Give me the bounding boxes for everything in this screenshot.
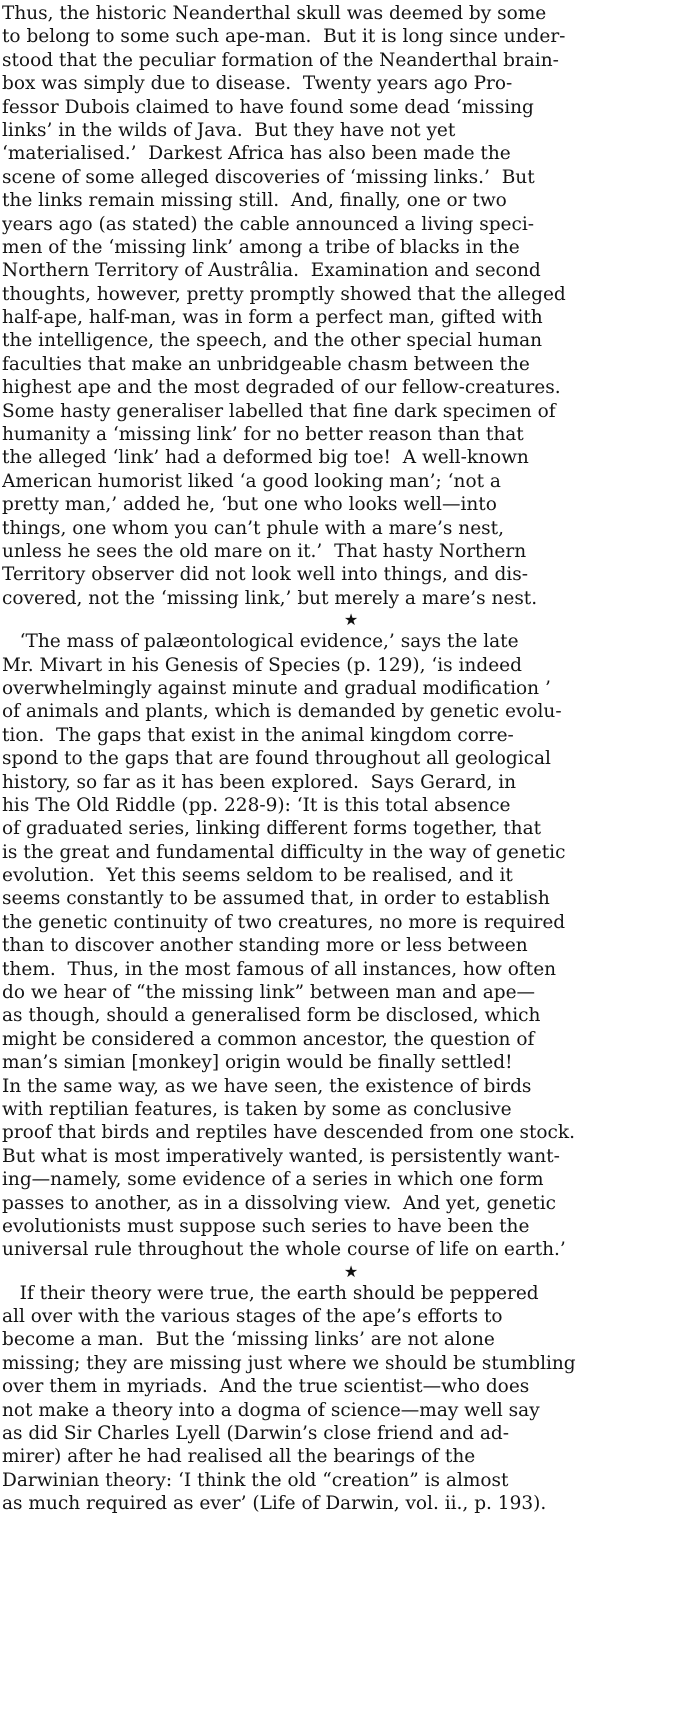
text-line: ing—namely, some evidence of a series in which one form — [2, 1169, 544, 1191]
text-line: might be considered a common ancestor, the question of — [2, 1028, 535, 1050]
text-line: covered, not the ‘missing link,’ but merely a mare’s nest. — [2, 587, 538, 609]
text-line: with reptilian features, is taken by some as conclusive — [2, 1098, 512, 1120]
text-line: pretty man,’ added he, ‘but one who looks well—into — [2, 494, 497, 516]
text-line: American humorist liked ‘a good looking man’; ‘not a — [2, 470, 501, 492]
text-line: Thus, the historic Neanderthal skull was deemed by some — [2, 3, 547, 24]
section-break-star: ★ — [343, 1261, 359, 1281]
text-line: scene of some alleged discoveries of ‘missing links.’ But — [2, 166, 535, 188]
paragraph — [2, 630, 696, 1262]
text-line: Mr. Mivart in his Genesis of Species (p. 129), ‘is indeed — [2, 654, 522, 676]
text-line: If their theory were true, the earth should be peppered — [2, 1282, 539, 1304]
text-line: fessor Dubois claimed to have found some dead ‘missing — [2, 96, 534, 118]
text-line: years ago (as stated) the cable announced a living speci- — [2, 213, 535, 235]
text-line: missing; they are missing just where we should be stumbling — [2, 1352, 576, 1374]
text-line: than to discover another standing more or less between — [2, 935, 528, 957]
text-line: the genetic continuity of two creatures, no more is required — [2, 911, 566, 933]
section-break-star: ★ — [343, 610, 359, 630]
text-line: things, one whom you can’t phule with a mare’s nest, — [2, 517, 504, 539]
text-line: them. Thus, in the most famous of all instances, how often — [2, 958, 557, 980]
text-line: ‘The mass of palæontological evidence,’ says the late — [2, 631, 519, 653]
text-line: unless he sees the old mare on it.’ That hasty Northern — [2, 540, 527, 562]
text-line: proof that birds and reptiles have descended from one stock. — [2, 1122, 575, 1144]
text-line: highest ape and the most degraded of our fellow-creatures. — [2, 377, 561, 399]
text-line: history, so far as it has been explored. Says Gerard, in — [2, 771, 517, 793]
text-line: as did Sir Charles Lyell (Darwin’s close friend and ad- — [2, 1423, 510, 1445]
text-line: all over with the various stages of the ape’s efforts to — [2, 1306, 503, 1328]
text-line: tion. The gaps that exist in the animal kingdom corre- — [2, 724, 514, 746]
text-line: the alleged ‘link’ had a deformed big toe! A well-known — [2, 447, 529, 469]
text-line: box was simply due to disease. Twenty years ago Pro- — [2, 73, 513, 95]
text-line: to belong to some such ape-man. But it is long since under- — [2, 26, 566, 48]
text-line: of animals and plants, which is demanded by genetic evolu- — [2, 701, 562, 723]
text-line: stood that the peculiar formation of the Neanderthal brain- — [2, 49, 559, 71]
text-line: faculties that make an unbridgeable chasm between the — [2, 353, 530, 375]
text-line: In the same way, as we have seen, the existence of birds — [2, 1075, 532, 1097]
text-line: ‘materialised.’ Darkest Africa has also been made the — [2, 143, 511, 165]
text-line: of graduated series, linking different forms together, that — [2, 818, 542, 840]
text-line: men of the ‘missing link’ among a tribe of blacks in the — [2, 236, 520, 258]
text-line: become a man. But the ‘missing links’ are not alone — [2, 1329, 495, 1351]
text-line: spond to the gaps that are found throughout all geological — [2, 748, 551, 770]
text-line: not make a theory into a dogma of science—may well say — [2, 1399, 540, 1421]
text-line: evolution. Yet this seems seldom to be realised, and it — [2, 865, 513, 887]
text-line: half-ape, half-man, was in form a perfect man, gifted with — [2, 307, 543, 329]
text-line: humanity a ‘missing link’ for no better reason than that — [2, 424, 524, 446]
text-line: thoughts, however, pretty promptly showed that the alleged — [2, 283, 566, 305]
text-line: Territory observer did not look well into things, and dis- — [2, 564, 528, 586]
text-line: the links remain missing still. And, finally, one or two — [2, 190, 507, 212]
text-line: over them in myriads. And the true scientist—who does — [2, 1376, 530, 1398]
text-line: the intelligence, the speech, and the other special human — [2, 330, 543, 352]
paragraph — [2, 2, 696, 610]
text-line: mirer) after he had realised all the bearings of the — [2, 1446, 476, 1468]
text-line: Some hasty generaliser labelled that fine dark specimen of — [2, 400, 556, 422]
text-line: Darwinian theory: ‘I think the old “creation” is almost — [2, 1469, 509, 1491]
text-line: links’ in the wilds of Java. But they have not yet — [2, 119, 456, 141]
text-line: as much required as ever’ (Life of Darwin, vol. ii., p. 193). — [2, 1493, 547, 1515]
text-line: But what is most imperatively wanted, is persistently want- — [2, 1145, 560, 1167]
paragraph — [2, 1282, 696, 1516]
text-line: passes to another, as in a dissolving view. And yet, genetic — [2, 1192, 556, 1214]
text-line: overwhelmingly against minute and gradual modification ’ — [2, 677, 551, 699]
text-line: evolutionists must suppose such series to have been the — [2, 1215, 530, 1237]
text-line: as though, should a generalised form be disclosed, which — [2, 1005, 541, 1027]
text-line: his The Old Riddle (pp. 228-9): ‘It is this total absence — [2, 794, 511, 816]
text-line: seems constantly to be assumed that, in order to establish — [2, 888, 550, 910]
text-line: universal rule throughout the whole course of life on earth.’ — [2, 1239, 566, 1261]
text-line: is the great and fundamental difficulty in the way of genetic — [2, 841, 566, 863]
text-line: Northern Territory of Austrâlia. Examination and second — [2, 260, 541, 282]
text-line: do we hear of “the missing link” between man and ape— — [2, 982, 536, 1004]
text-line: man’s simian [monkey] origin would be finally settled! — [2, 1052, 513, 1074]
